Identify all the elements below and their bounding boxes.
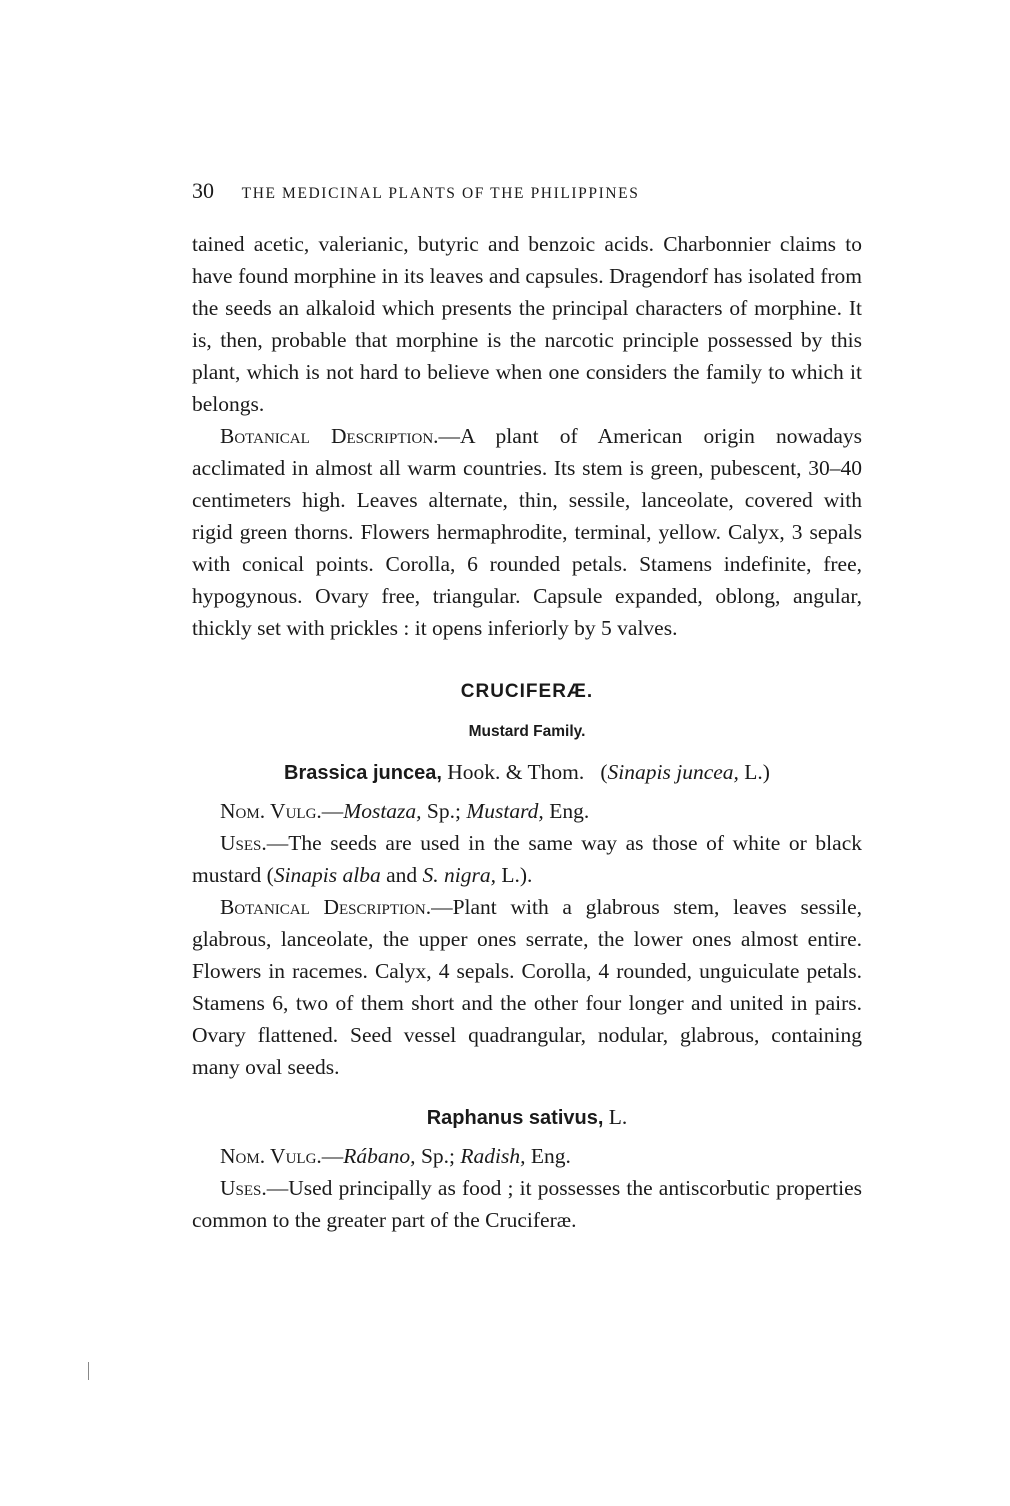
species-authority: L. [608,1105,628,1129]
paragraph-continuation: tained acetic, valerianic, butyric and benzoic acids. Charbonnier claims to have found morphine in its leaves and capsules. Dragendorf has isolated from the seeds an alkaloid which presents the principal characters of morphine. It is, then, probable that morphine is the narcotic principle possessed by this plant, which is not hard to believe when one considers the family to which it belongs. [192,232,862,416]
synonym-open-paren: ( [600,760,608,784]
species-authority: Hook. & Thom. [447,760,585,784]
botanical-description-label: Botanical Description. [220,424,439,448]
spanish-name: Mostaza, [343,799,422,823]
english-abbrev: Eng. [530,1144,571,1168]
species-latin-name: Raphanus sativus, [426,1107,604,1129]
family-common-name: Mustard Family. [468,723,586,740]
spanish-abbrev: Sp.; [420,1144,455,1168]
page-number: 30 [192,178,214,203]
english-name: Radish, [460,1144,526,1168]
uses-text-c: L.). [501,863,533,887]
nom-dash: — [321,1144,344,1168]
botanical-description-text: —A plant of American origin nowadays acclimated in almost all warm countries. Its stem is green, pubescent, 30–40 centimeters high. Leaves alternate, thin, sessile, lanceolate, covered with rigid green thorns. Flowers hermaphrodite, terminal, yellow. Calyx, 3 sepals with conical points. Corolla, 6 rounded petals. Stamens indefinite, free, hypogynous. Ovary free, triangular. Capsule expanded, oblong, angular, thickly set with prickles : it opens inferiorly by 5 valves. [192,424,863,640]
uses-raphanus [192,1172,862,1236]
nom-vulg-label: Nom. Vulg. [220,799,322,823]
body-text [192,228,862,1236]
spanish-name: Rábano, [343,1144,416,1168]
vernacular-names-brassica [192,795,862,827]
uses-italic-sinapis-alba: Sinapis alba [273,863,381,887]
english-abbrev: Eng. [549,799,590,823]
species-latin-name: Brassica juncea, [284,762,442,784]
paragraph-botanical-description [192,420,862,644]
vernacular-names-raphanus [192,1140,862,1172]
uses-text-b: and [386,863,418,887]
botanical-description-brassica [192,891,862,1083]
botanical-description-label: Botanical Description. [220,895,432,919]
species-heading-raphanus [192,1101,862,1134]
spanish-abbrev: Sp.; [426,799,461,823]
uses-text: —Used principally as food ; it possesses the antiscorbutic properties common to the greater part of the Cruciferæ. [192,1176,862,1232]
uses-brassica [192,827,862,891]
margin-mark [88,1362,89,1380]
english-name: Mustard, [466,799,544,823]
species-heading-brassica [192,756,862,789]
uses-italic-s-nigra: S. nigra, [422,863,496,887]
synonym-authority: L.) [744,760,770,784]
nom-dash: — [321,799,344,823]
species-synonym: Sinapis juncea, [607,760,739,784]
uses-label: Uses. [220,831,267,855]
running-title: THE MEDICINAL PLANTS OF THE PHILIPPINES [241,185,640,202]
family-heading: CRUCIFERÆ. [460,681,594,702]
nom-vulg-label: Nom. Vulg. [220,1144,322,1168]
running-header [192,178,862,204]
uses-label: Uses. [220,1176,267,1200]
botanical-description-text: —Plant with a glabrous stem, leaves sessile, glabrous, lanceolate, the upper ones serrate, the lower ones almost entire. Flowers in racemes. Calyx, 4 sepals. Corolla, 4 rounded, unguiculate petals. Stamens 6, two of them short and the other four longer and united in pairs. Ovary flattened. Seed vessel quadrangular, nodular, glabrous, containing many oval seeds. [192,895,862,1079]
uses-text-a: —The seeds are used in the same way as those of white or black mustard ( [192,831,862,887]
